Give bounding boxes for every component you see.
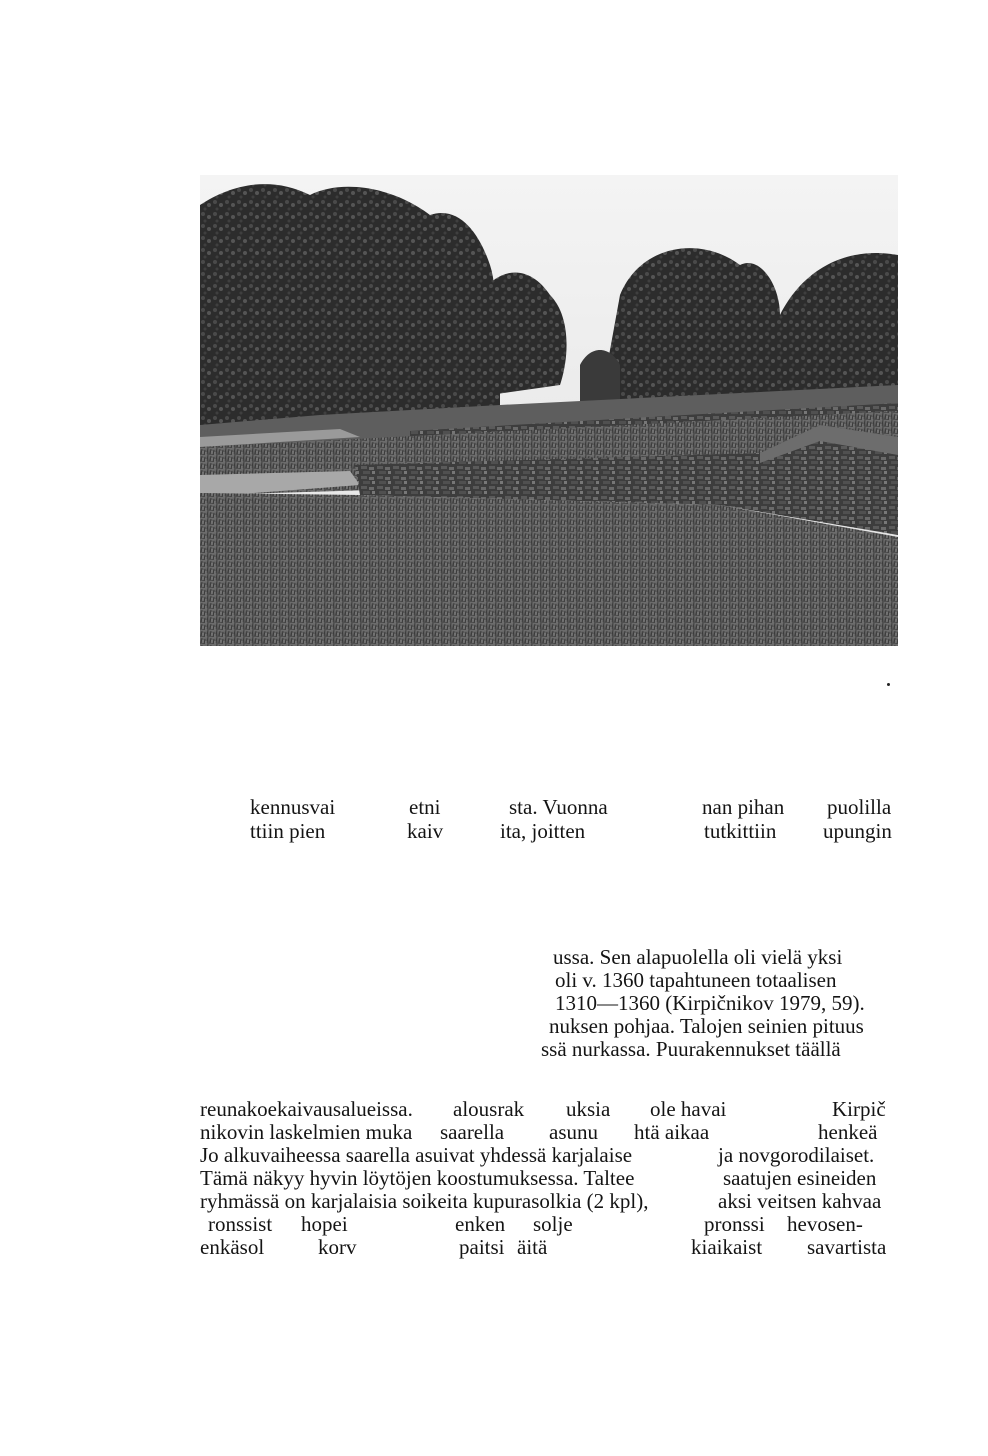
paragraph-text: aksi veitsen kahvaa <box>718 1189 882 1213</box>
fragment-text: puolilla <box>827 795 892 819</box>
fragment-line: ussa. Sen alapuolella oli vielä yksi <box>553 945 843 969</box>
paragraph-text: solje <box>533 1212 573 1236</box>
paragraph-text: enken <box>455 1212 506 1236</box>
fragment-text: tutkittiin <box>704 819 777 843</box>
paragraph-text: savartista <box>807 1235 887 1259</box>
paragraph-text: pronssi <box>704 1212 765 1236</box>
paragraph-text: htä aikaa <box>634 1120 710 1144</box>
fragment-text: kaiv <box>407 819 444 843</box>
fragment-line: 1310—1360 (Kirpičnikov 1979, 59). <box>555 991 865 1015</box>
scan-speck <box>887 683 890 686</box>
paragraph-text: Tämä näkyy hyvin löytöjen koostumuksessa. Taltee <box>200 1166 635 1190</box>
paragraph-text: Jo alkuvaiheessa saarella asuivat yhdessä karjalaise <box>200 1143 633 1167</box>
stone-foundation-photo <box>200 175 898 646</box>
paragraph-text: Kirpič <box>832 1097 886 1121</box>
paragraph-text: ja novgorodilaiset. <box>718 1143 875 1167</box>
photo-graphic <box>200 175 898 646</box>
fragment-line: oli v. 1360 tapahtuneen totaalisen <box>555 968 837 992</box>
paragraph-text: reunakoekaivausalueissa. <box>200 1097 413 1121</box>
paragraph-text: ryhmässä on karjalaisia soikeita kupurasolkia (2 kpl), <box>200 1189 649 1213</box>
paragraph-text: enkäsol <box>200 1235 265 1259</box>
fragment-line: nuksen pohjaa. Talojen seinien pituus <box>549 1014 864 1038</box>
paragraph-text: korv <box>318 1235 357 1259</box>
fragment-line: ssä nurkassa. Puurakennukset täällä <box>541 1037 841 1061</box>
fragment-text: etni <box>409 795 441 819</box>
paragraph-text: hopei <box>301 1212 348 1236</box>
fragment-text: ita, joitten <box>500 819 586 843</box>
paragraph-text: uksia <box>566 1097 611 1121</box>
fragment-text: upungin <box>823 819 892 843</box>
fragment-text: nan pihan <box>702 795 785 819</box>
paragraph-text: kiaikaist <box>691 1235 763 1259</box>
paragraph-text: alousrak <box>453 1097 525 1121</box>
paragraph-text: hevosen- <box>787 1212 863 1236</box>
paragraph-text: paitsi <box>459 1235 505 1259</box>
paragraph-text: saatujen esineiden <box>723 1166 877 1190</box>
paragraph-text: nikovin laskelmien muka <box>200 1120 413 1144</box>
fragment-text: kennusvai <box>250 795 336 819</box>
paragraph-text: saarella <box>440 1120 505 1144</box>
paragraph-text: ronssist <box>208 1212 273 1236</box>
paragraph-text: henkeä <box>818 1120 878 1144</box>
fragment-text: ttiin pien <box>250 819 326 843</box>
paragraph-text: asunu <box>549 1120 598 1144</box>
fragment-text: sta. Vuonna <box>509 795 608 819</box>
paragraph-text: ole havai <box>650 1097 727 1121</box>
paragraph-text: äitä <box>517 1235 548 1259</box>
